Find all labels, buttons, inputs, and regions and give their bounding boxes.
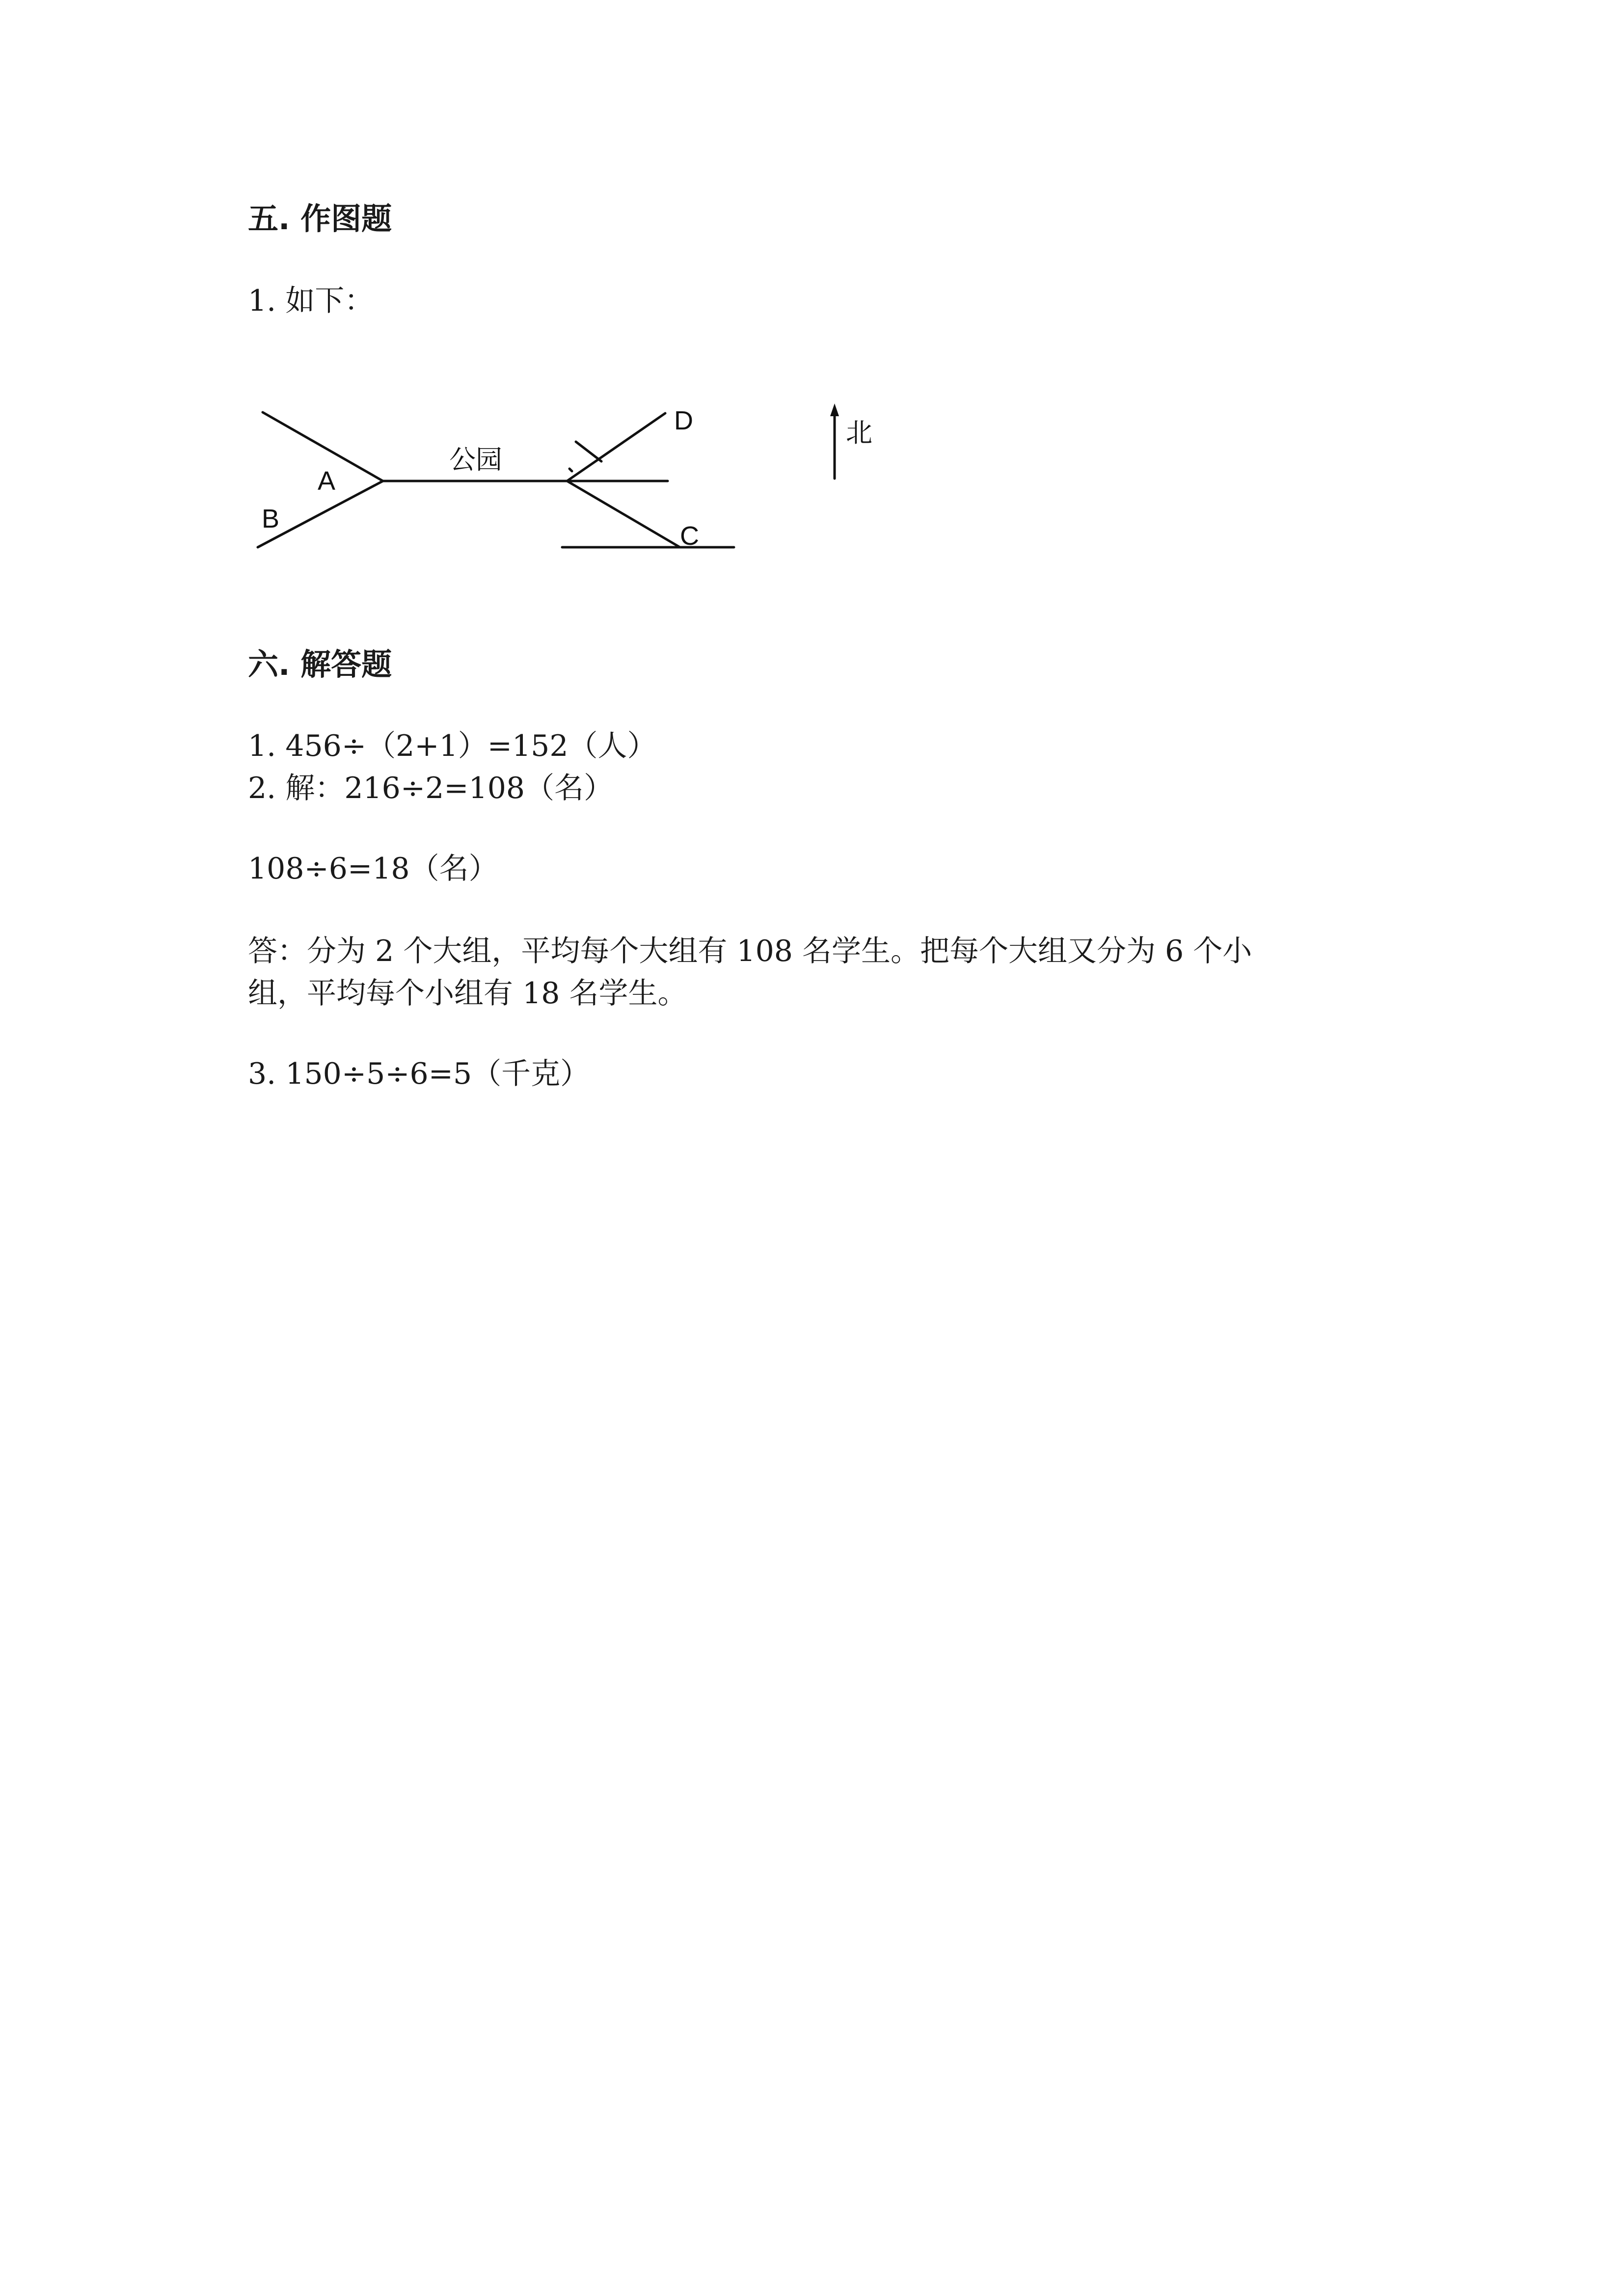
label-c: C [680, 521, 699, 551]
road-to-d-tick [569, 469, 572, 471]
section-6-title: 六. 解答题 [248, 646, 392, 682]
section-6-q2-answer-line1: 答：分为 2 个大组，平均每个大组有 108 名学生。把每个大组又分为 6 个小 [248, 934, 1252, 968]
label-north: 北 [846, 418, 872, 448]
section-6-q2-line1: 2. 解：216÷2=108（名） [248, 771, 614, 805]
label-d: D [674, 406, 693, 435]
section-5-q1-intro: 1. 如下： [248, 284, 374, 318]
map-figure [248, 393, 916, 560]
label-a: A [318, 466, 336, 496]
road-to-c [567, 481, 680, 547]
section-5-title: 五. 作图题 [248, 201, 392, 237]
section-6-q1: 1. 456÷（2+1）=152（人） [248, 729, 657, 763]
map-drawing [248, 393, 916, 560]
north-arrow-icon [830, 403, 839, 416]
section-6-q3: 3. 150÷5÷6=5（千克） [248, 1057, 590, 1091]
road-short-branch [576, 442, 601, 461]
section-6-q2-line2: 108÷6=18（名） [248, 852, 498, 886]
label-b: B [262, 504, 280, 534]
section-6-q2-answer-line2: 组，平均每个小组有 18 名学生。 [248, 976, 687, 1011]
label-park: 公园 [449, 445, 502, 475]
